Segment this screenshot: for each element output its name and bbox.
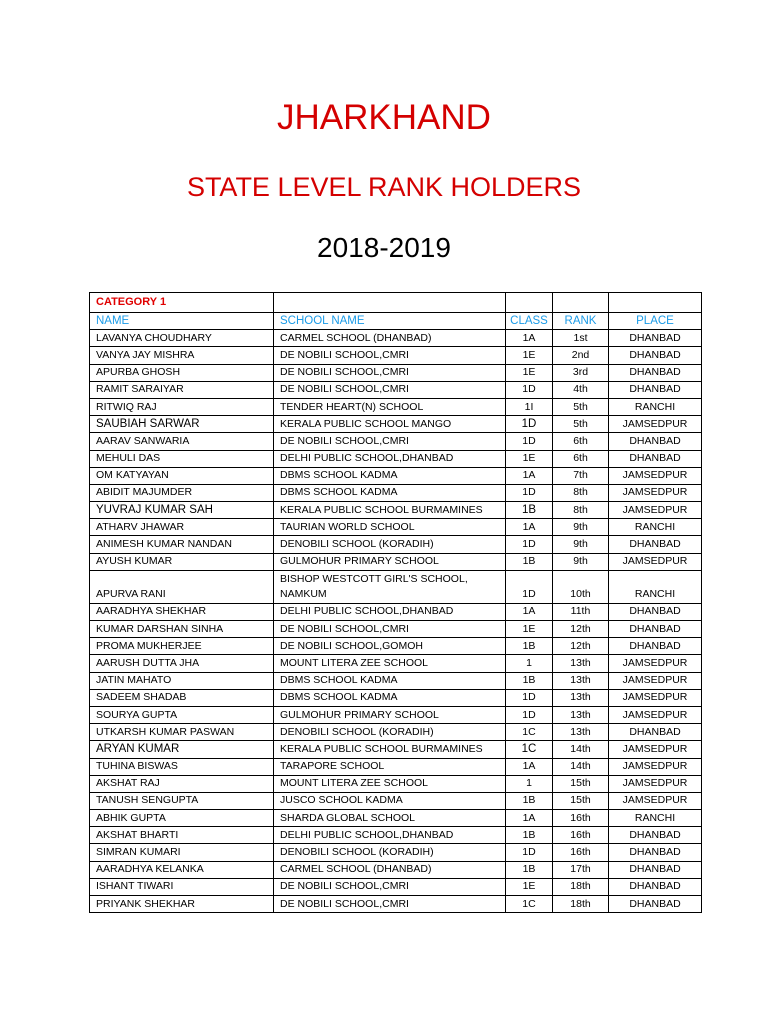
cell-place: JAMSEDPUR (609, 553, 702, 570)
cell-school: TARAPORE SCHOOL (274, 758, 506, 775)
column-header-name: NAME (90, 313, 274, 330)
cell-rank: 12th (553, 621, 609, 638)
table-row (90, 398, 702, 415)
cell-name: RAMIT SARAIYAR (90, 381, 274, 398)
cell-class: 1D (506, 484, 553, 501)
table-row (90, 638, 702, 655)
cell-class: 1A (506, 467, 553, 484)
cell-class: 1B (506, 502, 553, 519)
cell-class: 1D (506, 416, 553, 433)
cell-place: JAMSEDPUR (609, 775, 702, 792)
cell-rank: 8th (553, 484, 609, 501)
cell-school: MOUNT LITERA ZEE SCHOOL (274, 775, 506, 792)
cell-name: OM KATYAYAN (90, 467, 274, 484)
table-row (90, 689, 702, 706)
cell-school: DBMS SCHOOL KADMA (274, 484, 506, 501)
cell-school: DENOBILI SCHOOL (KORADIH) (274, 536, 506, 553)
cell-rank: 13th (553, 655, 609, 672)
cell-place: JAMSEDPUR (609, 502, 702, 519)
table-row (90, 570, 702, 603)
cell-place: DHANBAD (609, 603, 702, 620)
cell-rank: 6th (553, 433, 609, 450)
cell-school: MOUNT LITERA ZEE SCHOOL (274, 655, 506, 672)
table-row (90, 861, 702, 878)
cell-name: SAUBIAH SARWAR (90, 416, 274, 433)
table-row (90, 672, 702, 689)
table-row (90, 896, 702, 913)
cell-school: DBMS SCHOOL KADMA (274, 689, 506, 706)
cell-rank: 5th (553, 416, 609, 433)
table-row (90, 433, 702, 450)
cell-rank: 2nd (553, 347, 609, 364)
cell-place: DHANBAD (609, 364, 702, 381)
cell-rank: 18th (553, 896, 609, 913)
cell-name: AKSHAT RAJ (90, 775, 274, 792)
cell-name: AARADHYA KELANKA (90, 861, 274, 878)
category-label: CATEGORY 1 (90, 293, 274, 313)
cell-school: CARMEL SCHOOL (DHANBAD) (274, 861, 506, 878)
table-row (90, 741, 702, 758)
table-row (90, 536, 702, 553)
cell-school: DBMS SCHOOL KADMA (274, 467, 506, 484)
table-row (90, 484, 702, 501)
cell-school: BISHOP WESTCOTT GIRL'S SCHOOL, NAMKUM (274, 570, 506, 603)
cell-school: CARMEL SCHOOL (DHANBAD) (274, 330, 506, 347)
table-row (90, 810, 702, 827)
cell-school: SHARDA GLOBAL SCHOOL (274, 810, 506, 827)
table-row (90, 553, 702, 570)
cell-name: ABIDIT MAJUMDER (90, 484, 274, 501)
cell-name: PRIYANK SHEKHAR (90, 896, 274, 913)
cell-place: JAMSEDPUR (609, 672, 702, 689)
table-row (90, 758, 702, 775)
cell-place: RANCHI (609, 519, 702, 536)
cell-place: JAMSEDPUR (609, 655, 702, 672)
table-row (90, 724, 702, 741)
cell-school: DE NOBILI SCHOOL,CMRI (274, 878, 506, 895)
cell-school: DE NOBILI SCHOOL,CMRI (274, 347, 506, 364)
table-row (90, 827, 702, 844)
cell-name: AARAV SANWARIA (90, 433, 274, 450)
cell-name: SADEEM SHADAB (90, 689, 274, 706)
column-header-class: CLASS (506, 313, 553, 330)
cell-rank: 15th (553, 775, 609, 792)
table-row (90, 364, 702, 381)
cell-rank: 13th (553, 689, 609, 706)
cell-rank: 16th (553, 810, 609, 827)
table-row (90, 792, 702, 809)
cell-name: UTKARSH KUMAR PASWAN (90, 724, 274, 741)
table-row (90, 844, 702, 861)
cell-school: JUSCO SCHOOL KADMA (274, 792, 506, 809)
cell-class: 1I (506, 398, 553, 415)
column-header-rank: RANK (553, 313, 609, 330)
cell-school: DE NOBILI SCHOOL,CMRI (274, 621, 506, 638)
cell-class: 1A (506, 758, 553, 775)
cell-name: APURVA RANI (90, 570, 274, 603)
table-row (90, 775, 702, 792)
cell-class: 1E (506, 878, 553, 895)
cell-rank: 4th (553, 381, 609, 398)
cell-place: JAMSEDPUR (609, 689, 702, 706)
cell-place: JAMSEDPUR (609, 706, 702, 723)
cell-rank: 14th (553, 758, 609, 775)
cell-place: DHANBAD (609, 896, 702, 913)
cell-name: ISHANT TIWARI (90, 878, 274, 895)
cell-name: TUHINA BISWAS (90, 758, 274, 775)
cell-rank: 18th (553, 878, 609, 895)
cell-class: 1E (506, 347, 553, 364)
cell-place: JAMSEDPUR (609, 792, 702, 809)
cell-rank: 1st (553, 330, 609, 347)
cell-place: JAMSEDPUR (609, 741, 702, 758)
cell-school: KERALA PUBLIC SCHOOL BURMAMINES (274, 741, 506, 758)
cell-rank: 9th (553, 536, 609, 553)
cell-school: DELHI PUBLIC SCHOOL,DHANBAD (274, 827, 506, 844)
cell-place: DHANBAD (609, 330, 702, 347)
cell-place: DHANBAD (609, 450, 702, 467)
cell-rank: 10th (553, 570, 609, 603)
cell-rank: 9th (553, 553, 609, 570)
cell-name: JATIN MAHATO (90, 672, 274, 689)
cell-class: 1E (506, 450, 553, 467)
cell-rank: 17th (553, 861, 609, 878)
table-row (90, 347, 702, 364)
cell-class: 1D (506, 844, 553, 861)
table-row (90, 502, 702, 519)
cell-place: DHANBAD (609, 844, 702, 861)
cell-name: ATHARV JHAWAR (90, 519, 274, 536)
cell-school: TAURIAN WORLD SCHOOL (274, 519, 506, 536)
rank-holders-table (89, 292, 702, 913)
cell-name: LAVANYA CHOUDHARY (90, 330, 274, 347)
cell-school: DE NOBILI SCHOOL,CMRI (274, 896, 506, 913)
page-subtitle: STATE LEVEL RANK HOLDERS (186, 172, 582, 202)
cell-place: DHANBAD (609, 381, 702, 398)
cell-rank: 8th (553, 502, 609, 519)
cell-school: DELHI PUBLIC SCHOOL,DHANBAD (274, 450, 506, 467)
cell-class: 1E (506, 621, 553, 638)
cell-class: 1C (506, 741, 553, 758)
table-row (90, 381, 702, 398)
cell-class: 1D (506, 381, 553, 398)
cell-name: YUVRAJ KUMAR SAH (90, 502, 274, 519)
cell-school: KERALA PUBLIC SCHOOL MANGO (274, 416, 506, 433)
table-row (90, 467, 702, 484)
cell-class: 1D (506, 570, 553, 603)
table-row (90, 621, 702, 638)
cell-name: AYUSH KUMAR (90, 553, 274, 570)
cell-rank: 5th (553, 398, 609, 415)
cell-class: 1D (506, 433, 553, 450)
cell-class: 1B (506, 861, 553, 878)
table-row (90, 450, 702, 467)
cell-name: AARADHYA SHEKHAR (90, 603, 274, 620)
cell-place: DHANBAD (609, 638, 702, 655)
cell-name: KUMAR DARSHAN SINHA (90, 621, 274, 638)
cell-school: DBMS SCHOOL KADMA (274, 672, 506, 689)
cell-class: 1C (506, 896, 553, 913)
page-title: JHARKHAND (277, 98, 491, 137)
header-row (90, 313, 702, 330)
cell-class: 1B (506, 827, 553, 844)
cell-rank: 14th (553, 741, 609, 758)
category-row (90, 293, 702, 313)
cell-class: 1D (506, 536, 553, 553)
cell-school: DE NOBILI SCHOOL,CMRI (274, 381, 506, 398)
cell-name: SIMRAN KUMARI (90, 844, 274, 861)
cell-place: DHANBAD (609, 433, 702, 450)
cell-school: DELHI PUBLIC SCHOOL,DHANBAD (274, 603, 506, 620)
cell-school: DENOBILI SCHOOL (KORADIH) (274, 844, 506, 861)
cell-rank: 3rd (553, 364, 609, 381)
cell-name: SOURYA GUPTA (90, 706, 274, 723)
table-row (90, 603, 702, 620)
cell-name: VANYA JAY MISHRA (90, 347, 274, 364)
cell-place: DHANBAD (609, 878, 702, 895)
cell-rank: 13th (553, 706, 609, 723)
cell-place: DHANBAD (609, 536, 702, 553)
cell-place: DHANBAD (609, 621, 702, 638)
table-row (90, 330, 702, 347)
cell-rank: 16th (553, 844, 609, 861)
cell-class: 1A (506, 810, 553, 827)
cell-rank: 13th (553, 724, 609, 741)
cell-class: 1B (506, 792, 553, 809)
year-label: 2018-2019 (317, 232, 451, 263)
cell-place: DHANBAD (609, 347, 702, 364)
cell-name: AKSHAT BHARTI (90, 827, 274, 844)
cell-class: 1C (506, 724, 553, 741)
column-header-school: SCHOOL NAME (274, 313, 506, 330)
table-row (90, 519, 702, 536)
cell-school: DE NOBILI SCHOOL,GOMOH (274, 638, 506, 655)
cell-place: RANCHI (609, 398, 702, 415)
cell-class: 1A (506, 603, 553, 620)
table-row (90, 416, 702, 433)
cell-name: AARUSH DUTTA JHA (90, 655, 274, 672)
cell-school: TENDER HEART(N) SCHOOL (274, 398, 506, 415)
cell-place: RANCHI (609, 810, 702, 827)
cell-school: DE NOBILI SCHOOL,CMRI (274, 364, 506, 381)
table-row (90, 655, 702, 672)
cell-name: TANUSH SENGUPTA (90, 792, 274, 809)
cell-name: RITWIQ RAJ (90, 398, 274, 415)
cell-class: 1D (506, 689, 553, 706)
cell-name: ARYAN KUMAR (90, 741, 274, 758)
cell-rank: 9th (553, 519, 609, 536)
cell-name: PROMA MUKHERJEE (90, 638, 274, 655)
cell-name: ABHIK GUPTA (90, 810, 274, 827)
cell-school: GULMOHUR PRIMARY SCHOOL (274, 553, 506, 570)
cell-name: APURBA GHOSH (90, 364, 274, 381)
cell-class: 1E (506, 364, 553, 381)
cell-school: DE NOBILI SCHOOL,CMRI (274, 433, 506, 450)
cell-place: JAMSEDPUR (609, 484, 702, 501)
column-header-place: PLACE (609, 313, 702, 330)
cell-rank: 12th (553, 638, 609, 655)
cell-class: 1D (506, 706, 553, 723)
cell-place: JAMSEDPUR (609, 758, 702, 775)
cell-place: DHANBAD (609, 861, 702, 878)
cell-rank: 6th (553, 450, 609, 467)
cell-class: 1B (506, 672, 553, 689)
cell-class: 1B (506, 553, 553, 570)
cell-class: 1B (506, 638, 553, 655)
cell-class: 1 (506, 775, 553, 792)
table-row (90, 706, 702, 723)
cell-place: JAMSEDPUR (609, 467, 702, 484)
cell-school: DENOBILI SCHOOL (KORADIH) (274, 724, 506, 741)
cell-rank: 16th (553, 827, 609, 844)
cell-name: ANIMESH KUMAR NANDAN (90, 536, 274, 553)
cell-rank: 7th (553, 467, 609, 484)
cell-place: DHANBAD (609, 724, 702, 741)
cell-rank: 13th (553, 672, 609, 689)
cell-name: MEHULI DAS (90, 450, 274, 467)
cell-class: 1A (506, 519, 553, 536)
cell-place: RANCHI (609, 570, 702, 603)
cell-rank: 15th (553, 792, 609, 809)
cell-class: 1A (506, 330, 553, 347)
cell-class: 1 (506, 655, 553, 672)
table-row (90, 878, 702, 895)
cell-rank: 11th (553, 603, 609, 620)
cell-school: KERALA PUBLIC SCHOOL BURMAMINES (274, 502, 506, 519)
cell-place: DHANBAD (609, 827, 702, 844)
cell-place: JAMSEDPUR (609, 416, 702, 433)
cell-school: GULMOHUR PRIMARY SCHOOL (274, 706, 506, 723)
